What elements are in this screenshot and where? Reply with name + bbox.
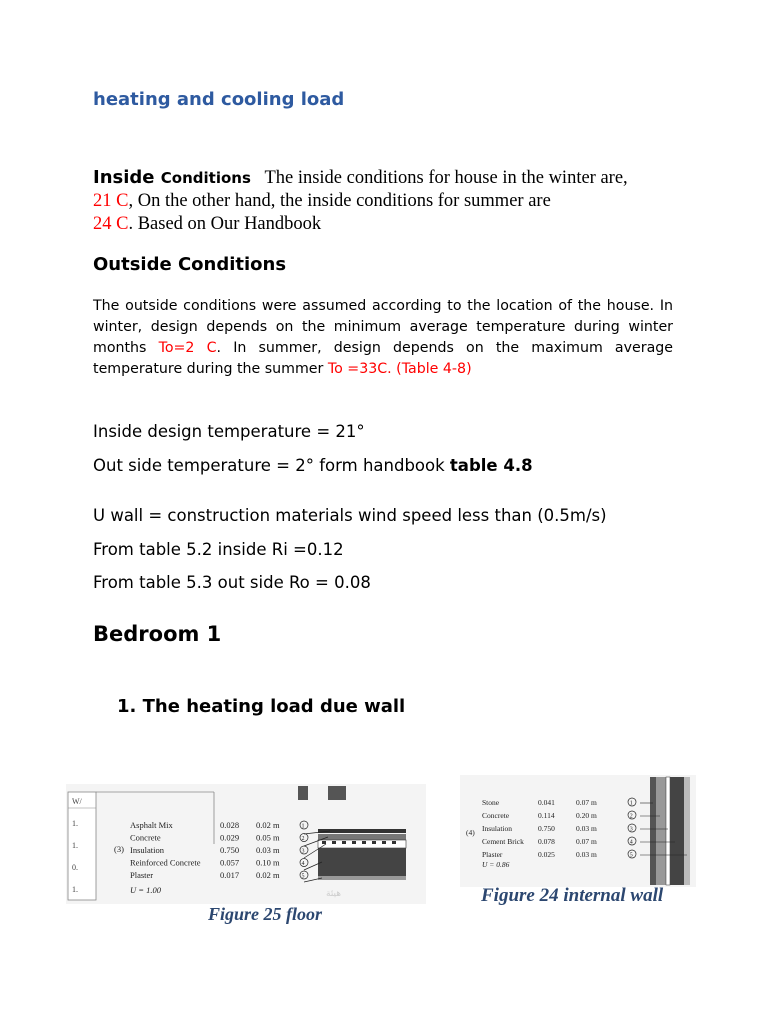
floor-material: Reinforced Concrete	[130, 857, 201, 868]
floor-material: Insulation	[130, 845, 164, 855]
floor-resistance: 0.028	[220, 820, 240, 830]
floor-thickness: 0.10 m	[256, 857, 280, 868]
floor-caption: Figure 25 floor	[208, 904, 323, 924]
wall-material: Stone	[482, 798, 500, 807]
wall-figure	[460, 775, 696, 915]
floor-resistance: 0.750	[220, 845, 240, 855]
ri-line: From table 5.2 inside Ri =0.12	[93, 540, 344, 559]
inside-design-temp: Inside design temperature = 21°	[93, 422, 365, 441]
inside-label-small: Conditions	[160, 169, 251, 187]
floor-prefix-label: W/	[72, 797, 82, 806]
wall-resistance: 0.025	[538, 850, 555, 859]
floor-resistance: 0.029	[220, 832, 240, 843]
wall-thickness: 0.07 m	[576, 798, 597, 807]
wall-material: Plaster	[482, 850, 503, 859]
wall-thickness: 0.07 m	[576, 837, 597, 846]
wall-index: (4)	[466, 828, 475, 837]
inside-conditions-paragraph	[93, 166, 693, 236]
wall-resistance: 0.114	[538, 811, 555, 820]
floor-thickness: 0.05 m	[256, 832, 280, 843]
wall-resistance: 0.078	[538, 837, 555, 846]
wall-thickness: 0.03 m	[576, 824, 597, 833]
wall-layer-number: 5	[629, 852, 633, 859]
outside-text-2: . In summer, design depends on the maximum average temperature during the summer	[93, 340, 674, 377]
floor-thickness: 0.02 m	[256, 870, 280, 880]
wall-layer-number: 2	[629, 813, 633, 820]
floor-layer-number: 2	[301, 836, 305, 842]
floor-layer-number: 1	[301, 823, 305, 830]
wall-u-value: U = 0.86	[482, 860, 510, 869]
floor-material: Concrete	[130, 832, 161, 843]
floor-prefix-label: 1.	[72, 819, 78, 828]
u-wall-line: U wall = construction materials wind speed less than (0.5m/s)	[93, 506, 607, 525]
wall-layer-number: 3	[629, 826, 633, 833]
floor-resistance: 0.057	[220, 857, 240, 868]
wall-figure-image	[460, 775, 696, 887]
ro-line: From table 5.3 out side Ro = 0.08	[93, 573, 371, 592]
floor-prefix-label: 1.	[72, 885, 78, 894]
floor-prefix-label: 1.	[72, 841, 78, 850]
inside-text-3: . Based on Our Handbook	[128, 214, 322, 234]
floor-layer-number: 5	[301, 873, 305, 880]
bedroom-heading: Bedroom 1	[93, 622, 222, 646]
inside-label-main: Inside	[93, 167, 155, 188]
wall-resistance: 0.750	[538, 824, 555, 833]
floor-thickness: 0.02 m	[256, 820, 280, 830]
page-title: heating and cooling load	[93, 89, 345, 110]
wall-caption: Figure 24 internal wall	[481, 885, 664, 906]
outside-conditions-heading: Outside Conditions	[93, 254, 287, 275]
floor-figure-image	[66, 784, 426, 904]
summer-temp: 24 C	[93, 214, 129, 234]
winter-to: To=2 C	[158, 340, 217, 356]
wall-layer-number: 4	[629, 839, 633, 846]
floor-thickness: 0.03 m	[256, 845, 280, 855]
floor-prefix-label: 0.	[72, 863, 78, 872]
floor-u-value: U = 1.00	[130, 885, 161, 895]
outside-conditions-paragraph	[93, 296, 673, 380]
floor-layer-number: 3	[301, 848, 305, 855]
winter-temp: 21 C	[93, 191, 129, 211]
svg-text:هيئة: هيئة	[326, 889, 342, 899]
wall-material: Insulation	[482, 824, 512, 833]
inside-conditions-label	[93, 167, 251, 188]
wall-material: Cement Brick	[482, 837, 524, 846]
summer-to: To =33C. (Table 4-8)	[327, 361, 472, 377]
wall-thickness: 0.03 m	[576, 850, 597, 859]
inside-text-1: The inside conditions for house in the winter are,	[264, 168, 628, 188]
heating-load-item: 1. The heating load due wall	[117, 696, 406, 717]
wall-resistance: 0.041	[538, 798, 555, 807]
wall-layer-number: 1	[629, 800, 633, 807]
outside-text-1: The outside conditions were assumed according to the location of the house. In winter, design depends on the minimum average temperature during winter months	[93, 298, 673, 356]
outside-temp-ref: table 4.8	[449, 456, 533, 475]
wall-thickness: 0.20 m	[576, 811, 597, 820]
floor-material: Plaster	[130, 870, 154, 880]
floor-figure	[66, 784, 426, 934]
floor-resistance: 0.017	[220, 870, 240, 880]
outside-temp-prefix: Out side temperature = 2° form handbook	[93, 456, 450, 475]
floor-layer-number: 4	[301, 861, 305, 867]
floor-index: (3)	[114, 844, 124, 854]
wall-material: Concrete	[482, 811, 510, 820]
inside-text-2: , On the other hand, the inside conditions for summer are	[128, 191, 551, 211]
outside-design-temp	[93, 456, 533, 475]
floor-material: Asphalt Mix	[130, 820, 173, 830]
